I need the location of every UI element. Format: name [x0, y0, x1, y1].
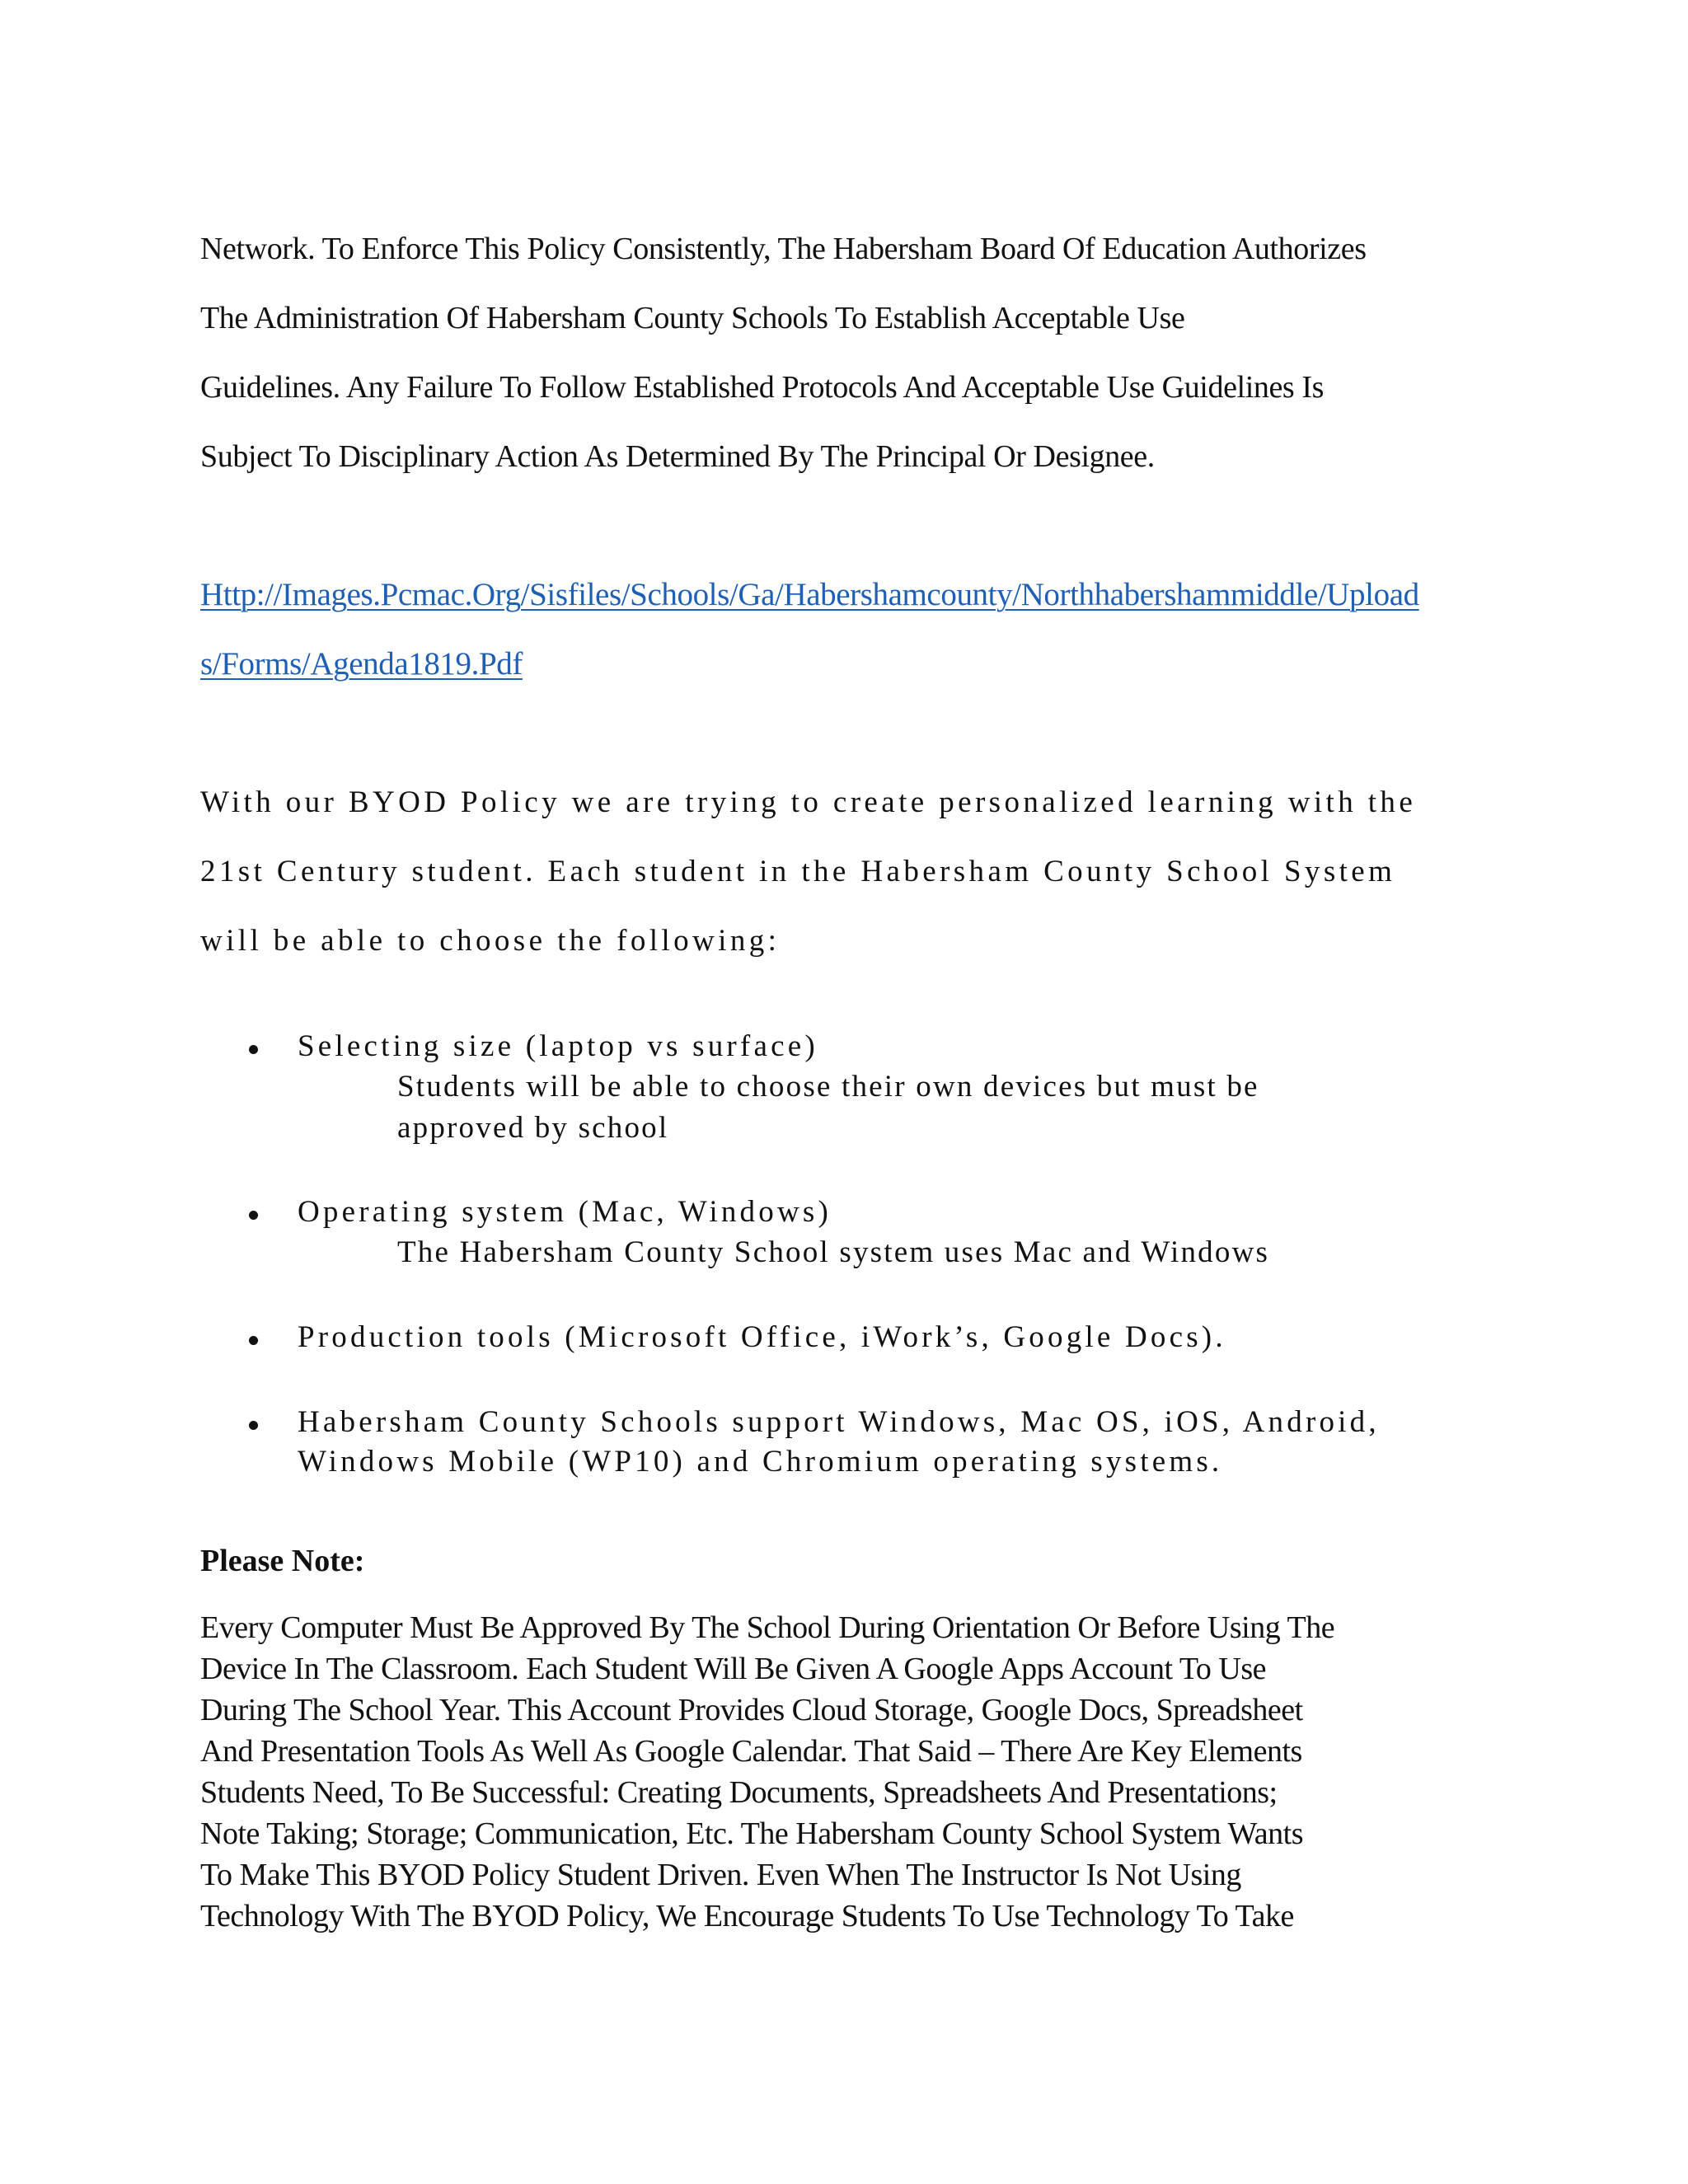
- agenda-link-line-1[interactable]: Http://Images.Pcmac.Org/Sisfiles/Schools/Ga/Habershamcounty/Northhabershammiddle/Upload: [200, 577, 1419, 612]
- note-line: Technology With The BYOD Policy, We Encourage Students To Use Technology To Take: [200, 1899, 1294, 1933]
- note-line: Device In The Classroom. Each Student Will Be Given A Google Apps Account To Use: [200, 1652, 1267, 1686]
- bullet-dot-icon: [249, 1336, 258, 1345]
- note-line: During The School Year. This Account Provides Cloud Storage, Google Docs, Spreadsheet: [200, 1693, 1303, 1727]
- bullet-dot-icon: [249, 1045, 258, 1054]
- note-heading: Please Note:: [200, 1544, 365, 1578]
- byod-line: will be able to choose the following:: [200, 924, 781, 958]
- note-line: To Make This BYOD Policy Student Driven. Even When The Instructor Is Not Using: [200, 1858, 1241, 1892]
- intro-line: The Administration Of Habersham County Schools To Establish Acceptable Use: [200, 301, 1185, 335]
- intro-line: Subject To Disciplinary Action As Determined By The Principal Or Designee.: [200, 439, 1155, 474]
- note-line: And Presentation Tools As Well As Google Calendar. That Said – There Are Key Elements: [200, 1734, 1302, 1769]
- note-line: Every Computer Must Be Approved By The School During Orientation Or Before Using The: [200, 1610, 1335, 1645]
- agenda-link-line-2[interactable]: s/Forms/Agenda1819.Pdf: [200, 646, 523, 682]
- bullet-title: Habersham County Schools support Windows, Mac OS, iOS, Android,: [298, 1405, 1380, 1439]
- byod-line: 21st Century student. Each student in the Habersham County School System: [200, 855, 1396, 888]
- intro-line: Network. To Enforce This Policy Consistently, The Habersham Board Of Education Authorizes: [200, 232, 1367, 266]
- bullet-dot-icon: [249, 1421, 258, 1430]
- intro-paragraph: [200, 223, 1536, 499]
- bullet-detail: The Habersham County School system uses Mac and Windows: [397, 1235, 1270, 1269]
- note-line: Note Taking; Storage; Communication, Etc. The Habersham County School System Wants: [200, 1816, 1304, 1851]
- note-paragraph: [200, 1607, 1560, 1937]
- agenda-link-block: [200, 569, 1536, 707]
- bullet-title: Selecting size (laptop vs surface): [298, 1029, 818, 1063]
- bullet-detail: Students will be able to choose their own devices but must be: [397, 1070, 1259, 1104]
- intro-line: Guidelines. Any Failure To Follow Established Protocols And Acceptable Use Guidelines Is: [200, 370, 1325, 405]
- bullet-title: Operating system (Mac, Windows): [298, 1195, 832, 1229]
- byod-line: With our BYOD Policy we are trying to create personalized learning with the: [200, 785, 1417, 819]
- bullet-title-continued: Windows Mobile (WP10) and Chromium operating systems.: [298, 1445, 1223, 1479]
- bullet-dot-icon: [249, 1211, 258, 1220]
- bullet-detail: approved by school: [397, 1111, 669, 1145]
- byod-paragraph: [200, 776, 1536, 984]
- bullet-title: Production tools (Microsoft Office, iWork’s, Google Docs).: [298, 1320, 1226, 1354]
- note-line: Students Need, To Be Successful: Creating Documents, Spreadsheets And Presentations;: [200, 1775, 1278, 1810]
